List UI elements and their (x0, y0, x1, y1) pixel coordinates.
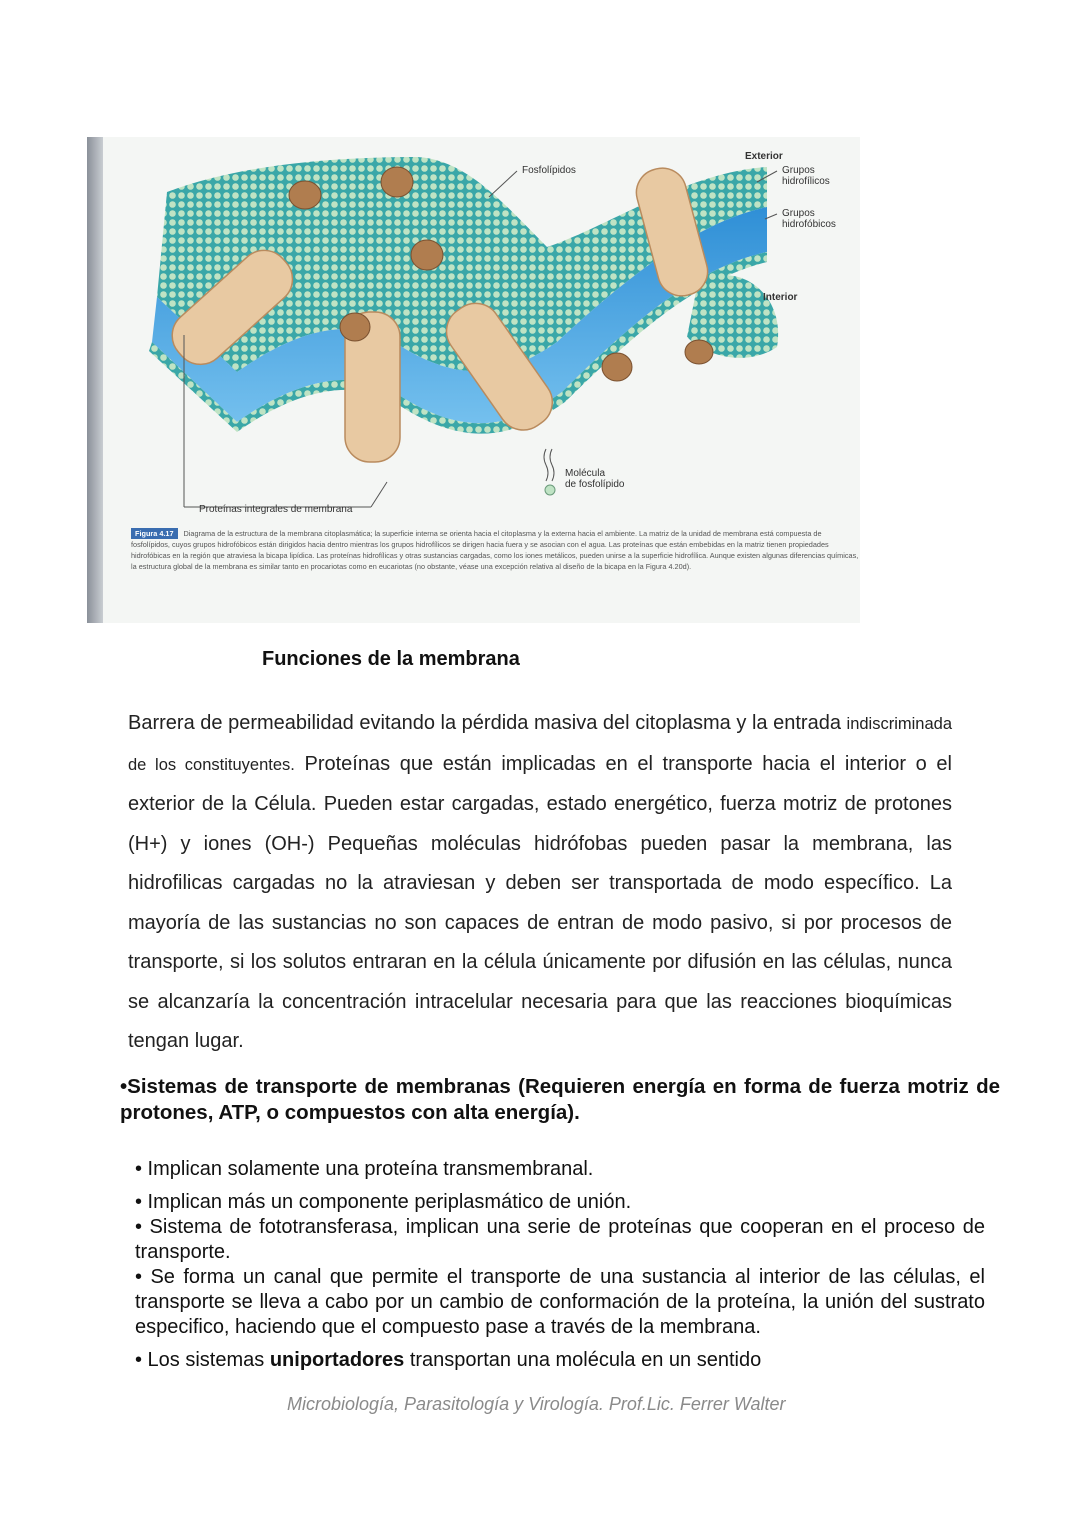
peripheral-protein (411, 240, 443, 270)
list-item-bold-term: uniportadores (269, 1349, 405, 1371)
label-exterior: Exterior (745, 151, 783, 162)
list-item-suffix: transportan una molécula en un sentido (404, 1349, 762, 1371)
peripheral-protein (340, 313, 370, 341)
figure-caption-text: Diagrama de la estructura de la membrana citoplasmática; la superficie interna se orienta hacia el citoplasma y la externa hacia el ambiente. La matriz de la unidad de membrana está compuesta de fosfolípidos, cuyos grupos hidrofóbicos están dirigidos hacia dentro mientras los grupos hidrofílicos se dirigen hacia fuera y se asocian con el agua. Las proteínas que están embebidas en la matriz tienen propiedades hidrofóbicas en la región que atraviesa la bicapa lipídica. Las proteínas hidrofílicas y otras sustancias cargadas, como los iones metálicos, pueden unirse a la superficie hidrofílica. Aunque existen algunas diferencias químicas, la estructura global de la membrana es similar tanto en procariotas como en eucariotas (no obstante, véase una excepción relativa al diseño de la bicapa en la Figura 4.20d). (131, 529, 859, 571)
label-molecula: Molécula de fosfolípido (565, 468, 625, 490)
list-item: • Implican más un componente periplasmático de unión. (135, 1191, 632, 1213)
list-item: • Implican solamente una proteína transmembranal. (135, 1158, 594, 1180)
peripheral-protein (685, 340, 713, 364)
list-item (135, 1348, 985, 1373)
bullet-list (135, 1157, 985, 1373)
figure-number: Figura 4.17 (131, 528, 178, 539)
list-item: • Se forma un canal que permite el transporte de una sustancia al interior de las células, el transporte se lleva a cabo por un cambio de conformación de la proteína, la unión del sustrato especifico, haciendo que el compuesto pase a través de la membrana. (135, 1266, 985, 1338)
label-grupos-hidrofobicos: Grupos hidrofóbicos (782, 208, 836, 230)
peripheral-protein (289, 181, 321, 209)
section-title: Funciones de la membrana (262, 648, 520, 670)
paragraph-part-2: indiscriminada de los constituyentes. (128, 715, 952, 774)
figure-caption (131, 528, 859, 572)
phospholipid-molecule-icon (544, 449, 555, 495)
label-grupos-hidrofilicos: Grupos hidrofílicos (782, 165, 830, 187)
label-interior: Interior (763, 292, 798, 303)
transport-systems-heading: •Sistemas de transporte de membranas (Requieren energía en forma de fuerza motriz de protones, ATP, o compuestos con alta energía). (120, 1075, 1000, 1124)
body-paragraph (128, 704, 952, 1062)
page-footer: Microbiología, Parasitología y Virología. Prof.Lic. Ferrer Walter (287, 1394, 786, 1414)
paragraph-part-1: Barrera de permeabilidad evitando la pérdida masiva del citoplasma y la entrada (128, 712, 847, 734)
label-proteinas-integrales: Proteínas integrales de membrana (199, 504, 353, 515)
peripheral-protein (381, 167, 413, 197)
list-item: • Sistema de fototransferasa, implican una serie de proteínas que cooperan en el proceso de transporte. (135, 1216, 985, 1263)
label-fosfolipidos: Fosfolípidos (522, 165, 576, 176)
paragraph-part-3: Proteínas que están implicadas en el transporte hacia el interior o el exterior de la Célula. Pueden estar cargadas, estado energético, fuerza motriz de protones (H+) y iones (OH-) Pequeñas moléculas hidrófobas pueden pasar la membrana, las hidrofilicas cargadas no la atraviesan y deben ser transportada de modo específico. La mayoría de las sustancias no son capaces de entran de modo pasivo, si por procesos de transporte, si los solutos entraran en la célula únicamente por difusión en las células, nunca se alcanzaría la concentración intracelular necesaria para que las reacciones bioquímicas tengan lugar. (128, 752, 953, 1052)
list-item-prefix: • Los sistemas (135, 1349, 270, 1371)
membrane-figure (87, 137, 860, 623)
peripheral-protein (602, 353, 632, 381)
